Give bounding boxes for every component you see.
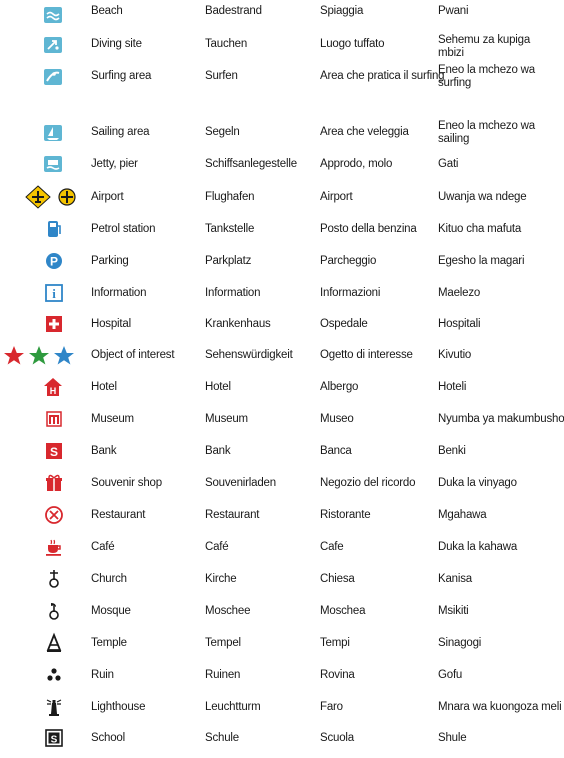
label-en: Lighthouse [91, 701, 146, 713]
label-de: Café [205, 541, 229, 553]
label-sw: Pwani [438, 5, 469, 17]
bank-icon [44, 441, 68, 463]
label-de: Sehenswürdigkeit [205, 349, 293, 361]
souvenir-shop-icon [44, 473, 68, 495]
label-sw: Sehemu za kupiga mbizi [438, 34, 531, 59]
label-en: Museum [91, 413, 134, 425]
label-it: Chiesa [320, 573, 355, 585]
label-en: Object of interest [91, 349, 175, 361]
label-de: Flughafen [205, 191, 255, 203]
label-sw: Msikiti [438, 605, 469, 617]
label-de: Segeln [205, 126, 240, 138]
label-en: Ruin [91, 669, 114, 681]
label-it: Parcheggio [320, 255, 377, 267]
svg-text:S: S [50, 734, 58, 746]
beach-icon [42, 5, 66, 27]
legend-row [0, 697, 562, 727]
label-sw: Benki [438, 445, 466, 457]
label-sw: Kituo cha mafuta [438, 223, 522, 235]
label-sw: Hoteli [438, 381, 467, 393]
label-sw: Eneo la mchezo wa sailing [438, 120, 535, 145]
label-sw: Mnara wa kuongoza meli [438, 701, 562, 713]
label-de: Leuchtturm [205, 701, 261, 713]
school-icon [44, 728, 68, 750]
svg-text:i: i [52, 286, 56, 301]
label-en: Bank [91, 445, 117, 457]
label-it: Spiaggia [320, 5, 364, 17]
label-it: Banca [320, 445, 352, 457]
legend-row [0, 473, 550, 503]
label-en: Café [91, 541, 115, 553]
label-en: Temple [91, 637, 127, 649]
label-en: Airport [91, 191, 124, 203]
diving-site-icon [42, 35, 66, 57]
label-en: Surfing area [91, 70, 152, 82]
label-sw: Maelezo [438, 287, 481, 299]
ruin-icon [44, 665, 68, 687]
legend-row [0, 251, 550, 281]
label-en: Souvenir shop [91, 477, 162, 489]
hotel-icon [43, 377, 67, 399]
church-icon [44, 569, 68, 591]
label-it: Area che veleggia [320, 126, 409, 138]
svg-text:H: H [49, 386, 57, 396]
label-en: Petrol station [91, 223, 156, 235]
label-sw: Gati [438, 158, 459, 170]
label-de: Schule [205, 732, 239, 744]
jetty-icon [42, 154, 66, 176]
label-sw: Nyumba ya makumbusho [438, 413, 564, 425]
label-it: Luogo tuffato [320, 38, 385, 50]
label-en: Information [91, 287, 147, 299]
label-it: Faro [320, 701, 343, 713]
label-de: Moschee [205, 605, 251, 617]
legend-row [0, 64, 550, 94]
label-sw: Gofu [438, 669, 463, 681]
label-sw: Duka la kahawa [438, 541, 518, 553]
label-it: Negozio del ricordo [320, 477, 416, 489]
label-de: Souvenirladen [205, 477, 276, 489]
svg-text:P: P [49, 254, 59, 269]
label-de: Museum [205, 413, 248, 425]
legend-row [0, 505, 550, 535]
legend-row [0, 154, 550, 184]
temple-icon [44, 633, 68, 655]
label-it: Approdo, molo [320, 158, 393, 170]
label-en: Hospital [91, 318, 131, 330]
petrol-station-icon [44, 219, 68, 241]
label-de: Tauchen [205, 38, 248, 50]
label-en: Jetty, pier [91, 158, 138, 170]
label-sw: Hospitali [438, 318, 481, 330]
label-de: Schiffsanlegestelle [205, 158, 297, 170]
label-it: Rovina [320, 669, 355, 681]
legend-row [0, 120, 550, 150]
label-sw: Eneo la mchezo wa surfing [438, 64, 535, 89]
label-sw: Kivutio [438, 349, 472, 361]
label-it: Area che pratica il surfing [320, 70, 445, 82]
label-it: Ogetto di interesse [320, 349, 413, 361]
legend-row [0, 665, 550, 695]
label-sw: Uwanja wa ndege [438, 191, 527, 203]
label-en: Parking [91, 255, 129, 267]
cafe-icon [44, 537, 68, 559]
legend-row [0, 537, 550, 567]
hospital-icon [44, 314, 68, 336]
museum-icon [44, 409, 68, 431]
label-en: Diving site [91, 38, 142, 50]
legend-row [0, 601, 550, 631]
label-it: Airport [320, 191, 353, 203]
label-de: Parkplatz [205, 255, 252, 267]
label-en: Restaurant [91, 509, 146, 521]
airport-icon [26, 186, 76, 208]
legend-row [0, 186, 550, 216]
label-it: Scuola [320, 732, 354, 744]
label-en: Mosque [91, 605, 131, 617]
label-de: Tempel [205, 637, 241, 649]
restaurant-icon [44, 505, 68, 527]
label-sw: Shule [438, 732, 467, 744]
legend-row [0, 728, 550, 758]
label-it: Tempi [320, 637, 350, 649]
label-de: Information [205, 287, 261, 299]
legend-row [0, 441, 550, 471]
label-en: Sailing area [91, 126, 150, 138]
legend-row [0, 219, 550, 249]
svg-text:S: S [49, 445, 59, 459]
lighthouse-icon [44, 697, 68, 719]
label-de: Krankenhaus [205, 318, 271, 330]
label-de: Ruinen [205, 669, 241, 681]
legend-row [0, 5, 550, 35]
parking-icon [44, 251, 68, 273]
label-it: Moschea [320, 605, 366, 617]
label-it: Informazioni [320, 287, 381, 299]
label-it: Cafe [320, 541, 344, 553]
label-sw: Sinagogi [438, 637, 482, 649]
information-icon [44, 283, 68, 305]
label-en: Church [91, 573, 127, 585]
object-of-interest-icon [1, 345, 79, 367]
label-en: Beach [91, 5, 123, 17]
label-it: Albergo [320, 381, 359, 393]
label-it: Ristorante [320, 509, 371, 521]
label-it: Museo [320, 413, 354, 425]
legend-row [0, 314, 550, 344]
label-it: Posto della benzina [320, 223, 417, 235]
label-de: Bank [205, 445, 231, 457]
label-sw: Mgahawa [438, 509, 487, 521]
surfing-area-icon [42, 67, 66, 89]
label-de: Restaurant [205, 509, 260, 521]
label-sw: Kanisa [438, 573, 472, 585]
legend-row [0, 633, 550, 663]
label-de: Tankstelle [205, 223, 255, 235]
sailing-area-icon [42, 123, 66, 145]
label-de: Kirche [205, 573, 237, 585]
label-de: Surfen [205, 70, 238, 82]
label-it: Ospedale [320, 318, 368, 330]
label-en: Hotel [91, 381, 117, 393]
legend-row [0, 377, 550, 407]
mosque-icon [44, 601, 68, 623]
legend-row [0, 569, 550, 599]
label-de: Badestrand [205, 5, 262, 17]
legend-row [0, 283, 550, 313]
legend-row [0, 345, 550, 375]
legend-row [0, 34, 550, 64]
legend-row [0, 409, 564, 439]
label-de: Hotel [205, 381, 231, 393]
label-en: School [91, 732, 125, 744]
label-sw: Egesho la magari [438, 255, 525, 267]
label-sw: Duka la vinyago [438, 477, 517, 489]
